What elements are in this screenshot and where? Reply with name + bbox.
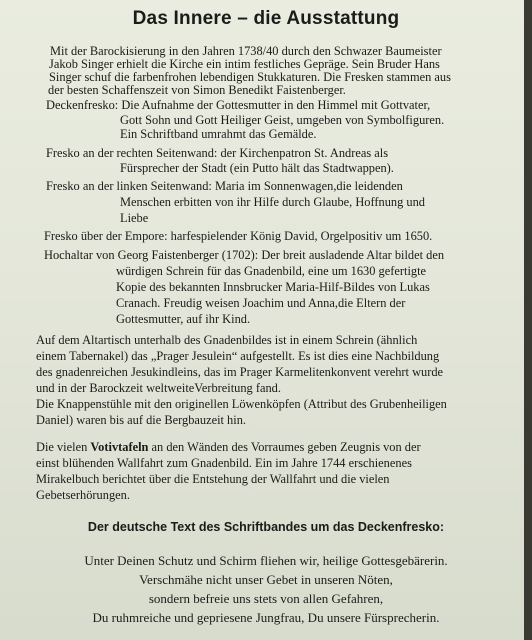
text-line bbox=[36, 440, 421, 455]
text-line: Fürsprecher der Stadt (ein Putto hält das Stadtwappen). bbox=[120, 161, 394, 175]
prayer-line: sondern befreie uns stets von allen Gefahren, bbox=[148, 591, 384, 606]
text-line: Liebe bbox=[120, 211, 149, 225]
text-line: Singer schuf die farbenfrohen lebendigen Stukkaturen. Die Fresken stammen aus bbox=[49, 70, 451, 84]
text-line: Gottesmutter, auf ihr Kind. bbox=[116, 312, 251, 326]
text-line: Kopie des bekannten Innsbrucker Maria-Hilf-Bildes von Lukas bbox=[116, 280, 430, 294]
text-line: Mirakelbuch berichtet über die Entstehung der Wallfahrt und die vielen bbox=[36, 472, 390, 486]
text-line: Die Knappenstühle mit den originellen Löwenköpfen (Attribut des Grubenheiligen bbox=[36, 397, 447, 411]
text-line: Cranach. Freudig weisen Joachim und Anna,die Eltern der bbox=[116, 296, 406, 310]
text-line: Hochaltar von Georg Faistenberger (1702): Der breit ausladende Altar bildet den bbox=[44, 248, 445, 262]
text-line: Fresko über der Empore: harfespielender König David, Orgelpositiv um 1650. bbox=[44, 229, 433, 243]
text-line: Auf dem Altartisch unterhalb des Gnadenbildes ist in einem Schrein (ähnlich bbox=[36, 333, 418, 347]
text-line: Fresko an der rechten Seitenwand: der Kirchenpatron St. Andreas als bbox=[46, 146, 389, 160]
votiv-post: an den Wänden des Vorraumes geben Zeugnis von der bbox=[148, 440, 421, 454]
prayer-line: Unter Deinen Schutz und Schirm fliehen wir, heilige Gottesgebärerin. bbox=[84, 553, 448, 568]
text-line: einst blühenden Wallfahrt zum Gnadenbild. Ein im Jahre 1744 erschienenes bbox=[36, 456, 412, 470]
votiv-pre: Die vielen bbox=[36, 440, 91, 454]
prayer-line: Verschmähe nicht unser Gebet in unseren Nöten, bbox=[139, 572, 393, 587]
text-line: Ein Schriftband umrahmt das Gemälde. bbox=[120, 127, 317, 141]
text-line: der besten Schaffenszeit von Simon Benedikt Faistenberger. bbox=[48, 83, 346, 97]
text-line: Deckenfresko: Die Aufnahme der Gottesmutter in den Himmel mit Gottvater, bbox=[46, 98, 431, 112]
text-line: Daniel) waren bis auf die Bergbauzeit hin. bbox=[36, 413, 246, 427]
text-line: würdigen Schrein für das Gnadenbild, eine um 1630 gefertigte bbox=[116, 264, 427, 278]
text-line: Gott Sohn und Gott Heiliger Geist, umgeben von Symbolfiguren. bbox=[120, 113, 445, 127]
section-heading: Der deutsche Text des Schriftbandes um das Deckenfresko: bbox=[87, 520, 445, 534]
dark-edge bbox=[524, 0, 532, 640]
text-line: des gnadenreichen Jesukindleins, das im Prager Karmelitenkonvent verehrt wurde bbox=[36, 365, 444, 379]
votivtafeln-bold: Votivtafeln bbox=[90, 440, 149, 454]
text-line: Jakob Singer erhielt die Kirche ein intim festliches Gepräge. Sein Bruder Hans bbox=[49, 57, 440, 71]
text-line: und in der Barockzeit weltweiteVerbreitung fand. bbox=[36, 381, 281, 395]
text-line: Menschen erbitten von ihr Hilfe durch Glaube, Hoffnung und bbox=[120, 195, 425, 209]
text-line: Gebetserhörungen. bbox=[36, 488, 130, 502]
page-title: Das Innere – die Ausstattung bbox=[132, 8, 400, 29]
text-line: einem Tabernakel) das „Prager Jesulein“ aufgestellt. Es ist dies eine Nachbildung bbox=[36, 349, 440, 363]
prayer-line: Du ruhmreiche und gepriesene Jungfrau, Du unsere Fürsprecherin. bbox=[92, 610, 440, 625]
text-line: Fresko an der linken Seitenwand: Maria im Sonnenwagen,die leidenden bbox=[46, 179, 403, 193]
text-line: Mit der Barockisierung in den Jahren 1738/40 durch den Schwazer Baumeister bbox=[50, 44, 442, 58]
